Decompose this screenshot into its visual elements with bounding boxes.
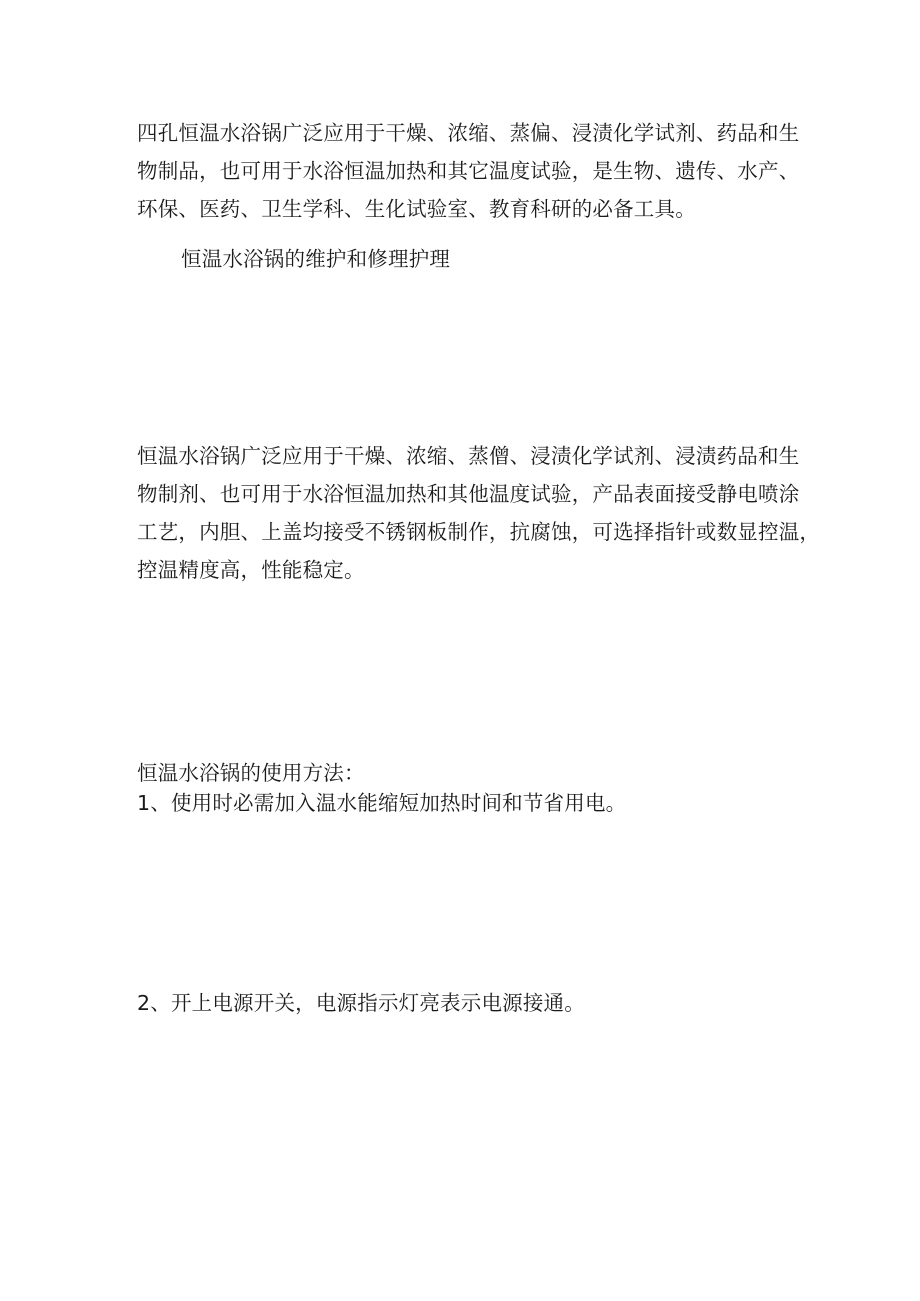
description-line: 恒温水浴锅广泛应用于干燥、浓缩、蒸僧、浸渍化学试剂、浸渍药品和生 — [137, 444, 800, 468]
intro-line: 物制品，也可用于水浴恒温加热和其它温度试验，是生物、遗传、水产、 — [137, 159, 800, 183]
description-line: 工艺，内胆、上盖均接受不锈钢板制作，抗腐蚀，可选择指针或数显控温， — [137, 520, 821, 544]
intro-line: 环保、医药、卫生学科、生化试验室、教育科研的必备工具。 — [137, 197, 696, 221]
intro-paragraph — [137, 114, 800, 228]
description-line: 控温精度高，性能稳定。 — [137, 558, 365, 582]
usage-step-2: 2、开上电源开关，电源指示灯亮表示电源接通。 — [137, 991, 585, 1015]
maintenance-heading: 恒温水浴锅的维护和修理护理 — [181, 247, 451, 271]
description-line: 物制剂、也可用于水浴恒温加热和其他温度试验，产品表面接受静电喷涂 — [137, 482, 800, 506]
usage-step-1: 1、使用时必需加入温水能缩短加热时间和节省用电。 — [137, 791, 627, 815]
description-paragraph — [137, 437, 821, 589]
usage-heading: 恒温水浴锅的使用方法： — [137, 761, 365, 785]
intro-line: 四孔恒温水浴锅广泛应用于干燥、浓缩、蒸偏、浸渍化学试剂、药品和生 — [137, 121, 800, 145]
